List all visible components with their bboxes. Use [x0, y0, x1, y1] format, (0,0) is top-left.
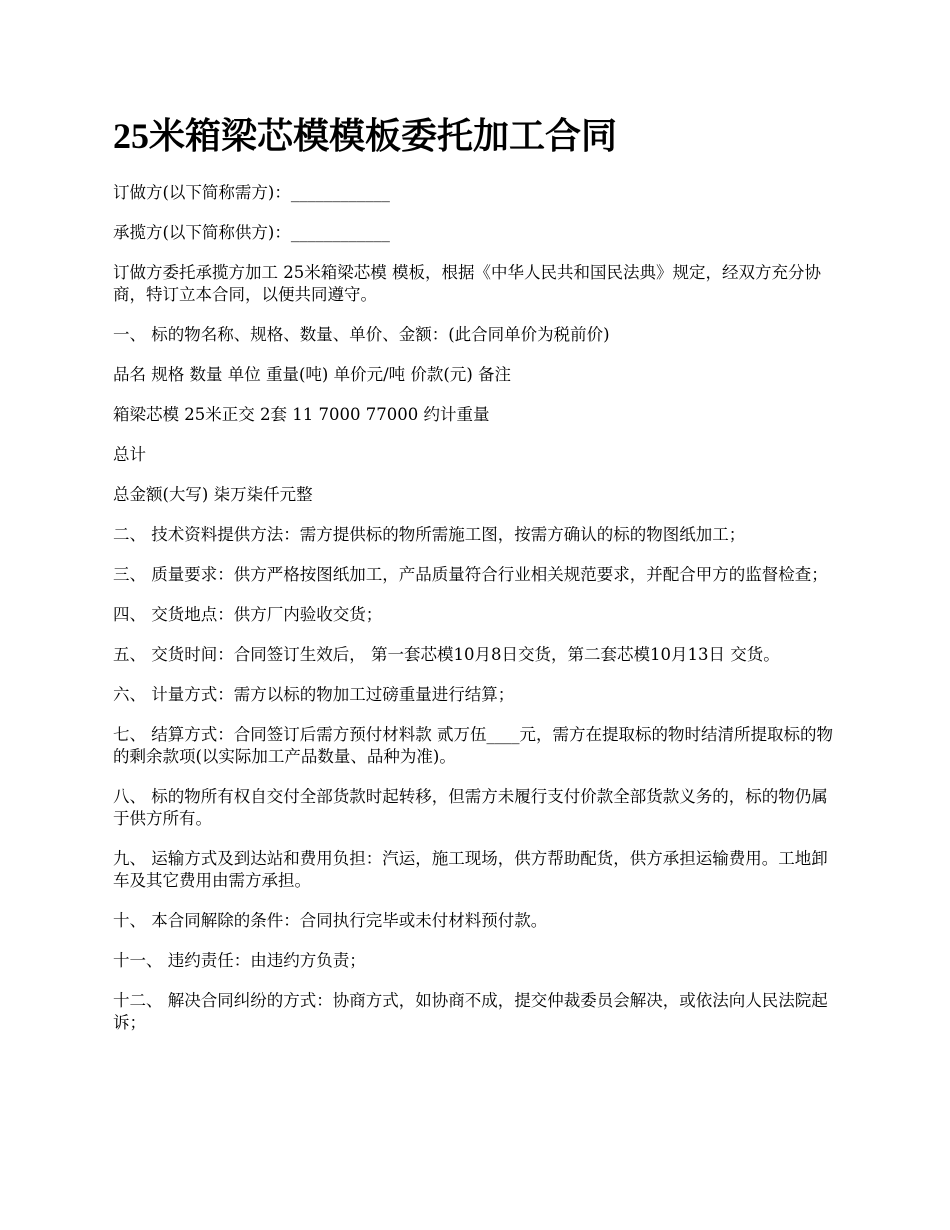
- clause-4: 四、 交货地点：供方厂内验收交货；: [113, 605, 383, 624]
- item-table-header: 品名 规格 数量 单位 重量(吨) 单价元/吨 价款(元) 备注: [113, 365, 512, 384]
- clause-5: 五、 交货时间：合同签订生效后， 第一套芯模10月8日交货，第二套芯模10月13日 交货。: [113, 645, 780, 664]
- preamble-paragraph: 订做方委托承揽方加工 25米箱梁芯模 模板，根据《中华人民共和国民法典》规定，经双方充分协商，特订立本合同，以便共同遵守。: [113, 263, 821, 304]
- clause-12: 十二、 解决合同纠纷的方式：协商方式，如协商不成，提交仲裁委员会解决，或依法向人民法院起诉；: [113, 991, 828, 1032]
- clause-11: 十一、 违约责任：由违约方负责；: [113, 951, 366, 970]
- document-page: [113, 112, 843, 1052]
- total-label: 总计: [113, 445, 146, 464]
- item-table-row: 箱梁芯模 25米正交 2套 11 7000 77000 约计重量: [113, 405, 490, 424]
- clause-9: 九、 运输方式及到达站和费用负担：汽运，施工现场，供方帮助配货，供方承担运输费用。工地卸车及其它费用由需方承担。: [113, 849, 828, 890]
- total-amount-words: 总金额(大写) 柒万柒仟元整: [113, 485, 313, 504]
- document-title: 25米箱梁芯模模板委托加工合同: [113, 116, 618, 156]
- clause-1-heading: 一、 标的物名称、规格、数量、单价、金额：(此合同单价为税前价): [113, 325, 610, 344]
- orderer-line: 订做方(以下简称需方)：____________: [113, 183, 390, 202]
- clause-10: 十、 本合同解除的条件：合同执行完毕或未付材料预付款。: [113, 911, 548, 930]
- clause-3: 三、 质量要求：供方严格按图纸加工，产品质量符合行业相关规范要求，并配合甲方的监督检查；: [113, 565, 828, 584]
- clause-7: 七、 结算方式：合同签订后需方预付材料款 贰万伍____元，需方在提取标的物时结清所提取标的物的剩余款项(以实际加工产品数量、品种为准)。: [113, 725, 833, 766]
- clause-2: 二、 技术资料提供方法：需方提供标的物所需施工图，按需方确认的标的物图纸加工；: [113, 525, 746, 544]
- clause-6: 六、 计量方式：需方以标的物加工过磅重量进行结算；: [113, 685, 515, 704]
- clause-8: 八、 标的物所有权自交付全部货款时起转移，但需方未履行支付价款全部货款义务的，标的物仍属于供方所有。: [113, 787, 828, 828]
- contractor-line: 承揽方(以下简称供方)：____________: [113, 223, 390, 242]
